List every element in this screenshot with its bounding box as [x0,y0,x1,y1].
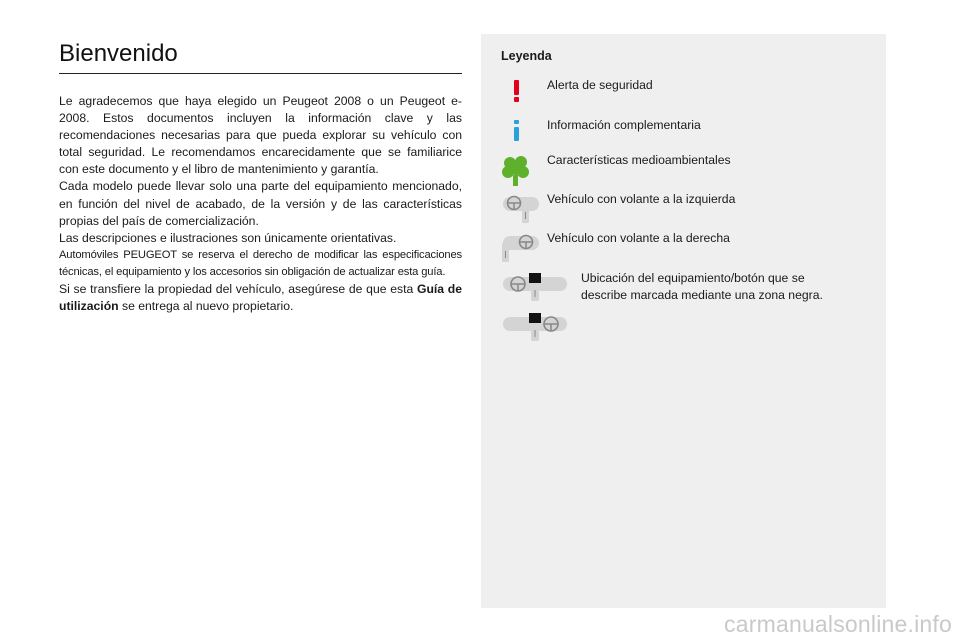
transfer-text-before: Si se transfiere la propiedad del vehículo, asegúrese de que esta [59,282,417,297]
rights-paragraph: Automóviles PEUGEOT se reserva el derecho de modificar las especificaciones técnicas, el equipamiento y los accesorios sin obligación de actualizar esta guía. [59,248,462,278]
welcome-section [59,40,462,315]
watermark: carmanualsonline.info [724,611,952,637]
intro-paragraph: Le agradecemos que haya elegido un Peugeot 2008 o un Peugeot e-2008. Estos documentos incluyen la información clave y las recomendaciones necesarias para que pueda explorar su vehículo con total seguridad. Le recomendamos encarecidamente que se familiarice con este documento y el libro de mantenimiento y garantía. [59,94,462,177]
dashboard-location-lhd-icon [501,270,571,302]
guide-name: Guía de utilización [59,282,462,314]
legend-panel [481,34,886,608]
title-divider [59,73,462,74]
legend-label: Vehículo con volante a la derecha [547,231,730,245]
transfer-text-after: se entrega al nuevo propietario. [118,299,294,314]
dashboard-location-rhd-icon [501,310,571,342]
legend-label: Alerta de seguridad [547,78,653,92]
welcome-body [59,93,462,315]
equipment-paragraph: Cada modelo puede llevar solo una parte del equipamiento mencionado, en función del nivel de acabado, de la versión y de las características propias del país de comercialización. [59,179,462,228]
legend-label: Vehículo con volante a la izquierda [547,192,736,206]
legend-title: Leyenda [501,49,552,63]
illustrations-paragraph: Las descripciones e ilustraciones son únicamente orientativas. [59,230,397,245]
page-title: Bienvenido [59,40,178,67]
transfer-paragraph [59,281,462,315]
legend-label: Ubicación del equipamiento/botón que se describe marcada mediante una zona negra. [581,271,823,302]
legend-label: Información complementaria [547,118,701,132]
legend-label: Características medioambientales [547,153,731,167]
